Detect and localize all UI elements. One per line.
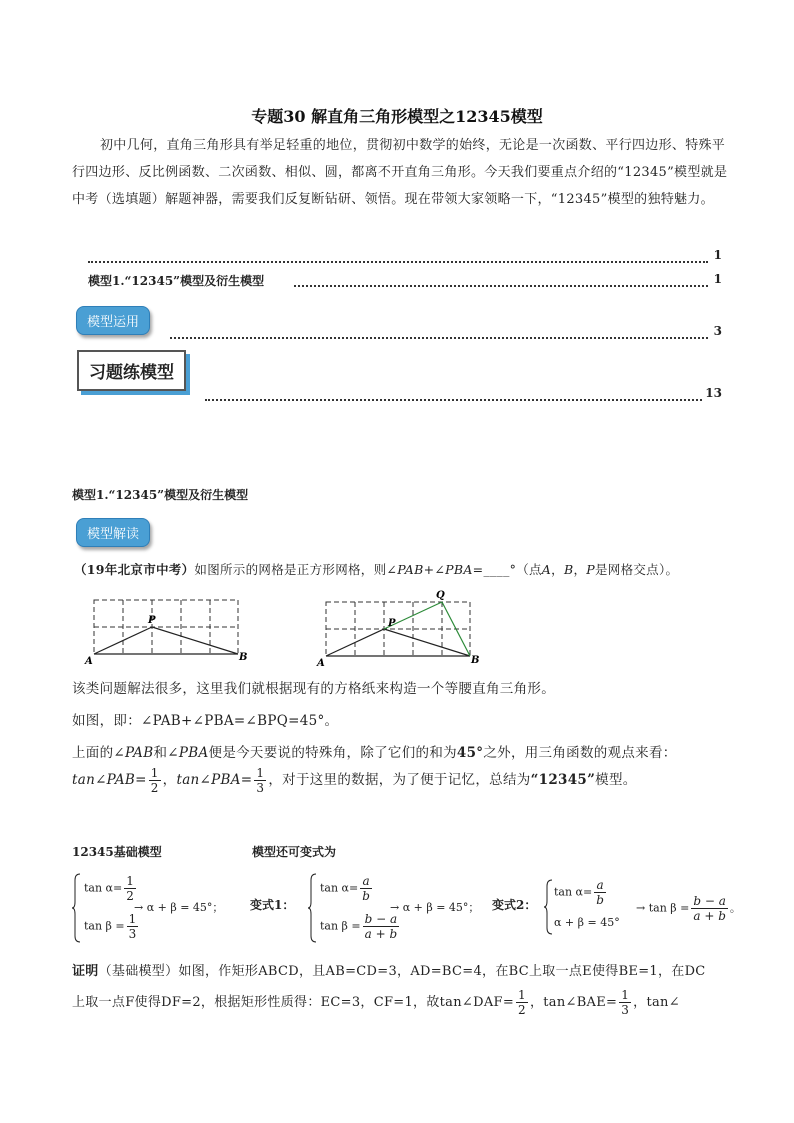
proof-label: 证明	[72, 964, 99, 979]
section-heading: 模型1.“12345”模型及衍生模型	[72, 488, 249, 502]
variant-2-formula: tan α= $\frac{a}{b}$ α + β = 45° → tan β = $\frac{b - a}{a + b}$ 。	[544, 878, 734, 938]
toc-page-4: 13	[705, 386, 722, 400]
toc-page-2: 1	[713, 272, 722, 286]
variant-1-label: 变式1：	[250, 898, 295, 912]
toc-row-2[interactable]	[88, 272, 722, 290]
toc-page-3: 3	[713, 324, 722, 338]
proof-line-1: 证明（基础模型）如图，作矩形ABCD，且AB=CD=3，AD=BC=4，在BC上取一点E使得BE=1，在DC	[72, 964, 706, 979]
explain-line-2: 如图，即：∠PAB+∠PBA=∠BPQ=45°。	[72, 713, 339, 729]
brace-icon	[72, 872, 82, 944]
explain-line-3: 上面的∠PAB和∠PBA便是今天要说的特殊角，除了它们的和为45°之外，用三角函数的观点来看：	[72, 745, 677, 761]
basic-model-formula: tan α= $\frac{1}{2}$ tan β = $\frac{1}{3}$ → α + β = 45°；	[72, 872, 232, 946]
fig1-label-b: B	[239, 652, 248, 663]
toc-row-3[interactable]	[170, 324, 722, 342]
fraction-1-3: $\frac{1}{3}$	[256, 766, 265, 795]
toc-page-1: 1	[713, 248, 722, 262]
problem-source: （19年北京市中考）	[74, 562, 195, 577]
problem-statement: （19年北京市中考）如图所示的网格是正方形网格，则∠PAB+∠PBA=____°（点A，B，P是网格交点）。	[74, 562, 679, 577]
variant-label: 模型还可变式为	[252, 845, 337, 859]
badge-exercise: 习题练模型	[77, 350, 186, 391]
badge-model-use: 模型运用	[76, 306, 150, 335]
intro-paragraph	[72, 132, 732, 213]
fig2-label-p: P	[388, 618, 396, 629]
toc-row-1[interactable]	[88, 248, 722, 266]
variant-2-label: 变式2：	[492, 898, 537, 912]
fig1-label-a: A	[85, 656, 93, 666]
page-title: 专题30 解直角三角形模型之12345模型	[251, 107, 543, 126]
basic-model-label: 12345基础模型	[72, 845, 162, 859]
fig2-label-b: B	[471, 655, 480, 666]
intro-text: 初中几何，直角三角形具有举足轻重的地位，贯彻初中数学的始终，无论是一次函数、平行四边形、特殊平行四边形、反比例函数、二次函数、相似、圆，都离不开直角三角形。今天我们要重点介绍的“12345”模型就是中考（选填题）解题神器，需要我们反复断钻研、领悟。现在带领大家领略一下，“12345”模型的独特魅力。	[72, 138, 728, 207]
badge-model-reading: 模型解读	[76, 518, 150, 547]
grid-figure-1	[84, 594, 248, 666]
fig2-label-q: Q	[436, 590, 445, 601]
fig2-label-a: A	[317, 658, 325, 668]
proof-line-2: 上取一点F使得DF=2，根据矩形性质得：EC=3，CF=1，故tan∠DAF= $\frac{1}{2}$ ，tan∠BAE= $\frac{1}{3}$ ，tan∠	[72, 988, 680, 1017]
explain-line-4: tan∠PAB= $\frac{1}{2}$ ，tan∠PBA= $\frac{1}{3}$ ，对于这里的数据，为了便于记忆，总结为“12345”模型。	[72, 766, 637, 795]
toc-row-4[interactable]	[205, 386, 722, 404]
explain-line-1: 该类问题解法很多，这里我们就根据现有的方格纸来构造一个等腰直角三角形。	[72, 681, 555, 697]
grid-figure-2	[316, 588, 486, 668]
brace-icon	[308, 872, 318, 944]
fraction-1-2: $\frac{1}{2}$	[150, 766, 159, 795]
toc-row-2-label: 模型1.“12345”模型及衍生模型	[88, 274, 265, 288]
variant-1-formula: tan α= $\frac{a}{b}$ tan β = $\frac{b - a}{a + b}$ → α + β = 45°；	[308, 872, 498, 946]
fig1-label-p: P	[148, 615, 156, 626]
brace-icon	[544, 878, 554, 936]
